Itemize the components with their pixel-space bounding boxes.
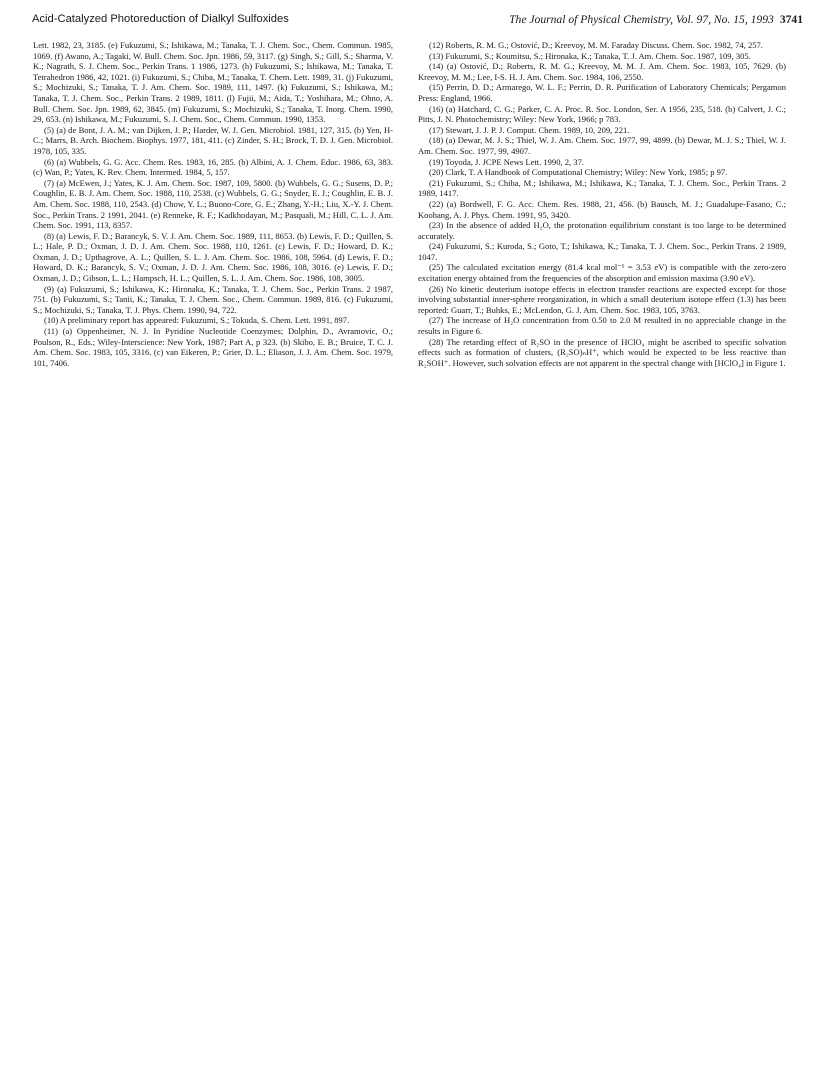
- reference-10: (10) A preliminary report has appeared: Fukuzumi, S.; Tokuda, S. Chem. Lett. 1991, 897.: [44, 315, 350, 326]
- reference-21: (21) Fukuzumi, S.; Chiba, M.; Ishikawa, M.; Ishikawa, K.; Tanaka, T. J. Chem. Soc., Perkin Trans. 2 1989, 1417.: [418, 177, 786, 199]
- reference-6: (6) (a) Wubbels, G. G. Acc. Chem. Res. 1983, 16, 285. (b) Albini, A. J. Chem. Educ. 1986, 63, 383. (c) Wan, P.; Yates, K. Rev. Chem. Intermed. 1984, 5, 157.: [33, 156, 393, 178]
- reference-19: (19) Toyoda, J. JCPE News Lett. 1990, 2, 37.: [429, 156, 584, 167]
- reference-27: (27) The increase of H₂O concentration from 0.50 to 2.0 M resulted in no appreciable change in the results in Figure 6.: [418, 315, 786, 337]
- journal-citation-header: [509, 13, 803, 26]
- references-right-column: [418, 40, 786, 368]
- page-number: 3741: [779, 13, 803, 26]
- reference-18: (18) (a) Dewar, M. J. S.; Thiel, W. J. Am. Chem. Soc. 1977, 99, 4899. (b) Dewar, M. J. S.; Thiel, W. J. Am. Chem. Soc. 1977, 99, 4907.: [418, 135, 786, 156]
- reference-25: (25) The calculated excitation energy (81.4 kcal mol⁻¹ = 3.53 eV) is compatible with the zero-zero excitation energy obtained from the frequencies of the absorption and emission maxima (3.90 eV).: [418, 262, 786, 284]
- reference-23: (23) In the absence of added H₂O, the protonation equilibrium constant is too large to be determined accurately.: [418, 220, 786, 241]
- running-title: Acid-Catalyzed Photoreduction of Dialkyl Sulfoxides: [32, 13, 289, 25]
- reference-15: (15) Perrin, D. D.; Armarego, W. L. F.; Perrin, D. R. Purification of Laboratory Chemicals; Pergamon Press: England, 1966.: [418, 82, 786, 103]
- journal-name: The Journal of Physical Chemistry, Vol. 97, No. 15, 1993: [509, 13, 774, 26]
- reference-28: (28) The retarding effect of R₂SO in the presence of HClO₄ might be ascribed to specific solvation effects such as formation of clusters, (R₂SO)ₙH⁺, which would be expected to be less reactive than R₂SOH⁺. However, such solvation effects are not apparent in the spectral change with [HClO₄] in Figure 1.: [418, 336, 786, 368]
- reference-26: (26) No kinetic deuterium isotope effects in electron transfer reactions are expected except for those involving substantial inner-sphere reorganization, in which a small deuterium isotope effect (1.3) has been reported: Guarr, T.; Buhks, E.; McLendon, G. J. Am. Chem. Soc. 1983, 105, 3763.: [418, 283, 786, 315]
- reference-16: (16) (a) Hatchard, C. G.; Parker, C. A. Proc. R. Soc. London, Ser. A 1956, 235, 518. (b) Calvert, J. C.; Pitts, J. N. Photochemistry; Wiley: New York, 1966; p 783.: [418, 103, 786, 125]
- reference-7: (7) (a) McEwen, J.; Yates, K. J. Am. Chem. Soc. 1987, 109, 5800. (b) Wubbels, G. G.; Susens, D. P.; Coughlin, E. B. J. Am. Chem. Soc. 1988, 110, 2538. (c) Wubbels, G. G.; Snyder, E. J.; Coughlin, E. B. J. Am. Chem. Soc. 1988, 110, 2543. (d) Chow, Y. L.; Buono-Core, G. E.; Zhang, Y.-H.; Liu, X.-Y. J. Chem. Soc., Perkin Trans. 2 1991, 2041. (e) Renneke, R. F.; Kadkhodayan, M.; Pasquali, M.; Hill, C. L. J. Am. Chem. Soc. 1991, 113, 8357.: [33, 177, 393, 231]
- reference-5: (5) (a) de Bont, J. A. M.; van Dijken, J. P.; Harder, W. J. Gen. Microbiol. 1981, 127, 315. (b) Yen, H-C.; Marrs, B. Arch. Biochem. Biophys. 1977, 181, 411. (c) Zinder, S. H.; Brock, T. D. J. Gen. Microbiol. 1978, 105, 335.: [33, 124, 393, 156]
- reference-8: (8) (a) Lewis, F. D.; Barancyk, S. V. J. Am. Chem. Soc. 1989, 111, 8653. (b) Lewis, F. D.; Quillen, S. L.; Hale, P. D.; Oxman, J. D. J. Am. Chem. Soc. 1988, 110, 1261. (c) Lewis, F. D.; Howard, D. K.; Oxman, J. D.; Upthagrove, A. L.; Quillen, S. L. J. Am. Chem. Soc. 1986, 108, 5964. (d) Lewis, F. D.; Howard, D. K.; Barancyk, S. V.; Oxman, J. D. J. Am. Chem. Soc. 1986, 108, 3016. (e) Lewis, F. D.; Oxman, J. D.; Gibson, L. L.; Hampsch, H. L.; Quillen, S. L. J. Am. Chem. Soc. 1986, 108, 3005.: [33, 230, 393, 284]
- reference-17: (17) Stewart, J. J. P. J. Comput. Chem. 1989, 10, 209, 221.: [429, 124, 630, 135]
- reference-12: (12) Roberts, R. M. G.; Ostović, D.; Kreevoy, M. M. Faraday Discuss. Chem. Soc. 1982, 74, 257.: [429, 40, 763, 50]
- reference-4-continued: Lett. 1982, 23, 3185. (e) Fukuzumi, S.; Ishikawa, M.; Tanaka, T. J. Chem. Soc., Chem. Commun. 1985, 1069. (f) Awano, A.; Tagaki, W. Bull. Chem. Soc. Jpn. 1986, 59, 3117. (g) Singh, S.; Gill, S.; Sharma, V. K.; Nagrath, S. J. Chem. Soc., Perkin Trans. 1 1986, 1273. (h) Fukuzumi, S.; Ishikawa, M.; Tanaka, T. Tetrahedron 1986, 42, 1021. (i) Fukuzumi, S.; Chiba, M.; Tanaka, T. Chem. Lett. 1989, 31. (j) Fukuzumi, S.; Mochizuki, S.; Tanaka, T. J. Am. Chem. Soc. 1989, 111, 1497. (k) Fukuzumi, S.; Ishikawa, M.; Tanaka, T. J. Chem. Soc., Perkin Trans. 2 1989, 1811. (l) Fujii, M.; Aida, T.; Yoshihara, M.; Ohno, A. Bull. Chem. Soc. Jpn. 1989, 62, 3845. (m) Fukuzumi, S.; Mochizuki, S.; Tanaka, T. Inorg. Chem. 1990, 29, 653. (n) Ishikawa, M.; Fukuzumi, S. J. Chem. Soc., Chem. Commun. 1990, 1353.: [33, 40, 393, 125]
- reference-9: (9) (a) Fukuzumi, S.; Ishikawa, K.; Hironaka, K.; Tanaka, T. J. Chem. Soc., Perkin Trans. 2 1987, 751. (b) Fukuzumi, S.; Tanii, K.; Tanaka, T. J. Chem. Soc., Chem. Commun. 1989, 816. (c) Fukuzumi, S.; Mochizuki, S.; Tanaka, T. J. Phys. Chem. 1990, 94, 722.: [33, 283, 393, 315]
- reference-24: (24) Fukuzumi, S.; Kuroda, S.; Goto, T.; Ishikawa, K.; Tanaka, T. J. Chem. Soc., Perkin Trans. 2 1989, 1047.: [418, 241, 786, 262]
- reference-22: (22) (a) Bordwell, F. G. Acc. Chem. Res. 1988, 21, 456. (b) Bausch, M. J.; Guadalupe-Fasano, C.; Koohang, A. J. Phys. Chem. 1991, 95, 3420.: [418, 198, 786, 220]
- references-left-column: [33, 40, 393, 368]
- reference-20: (20) Clark, T. A Handbook of Computational Chemistry; Wiley: New York, 1985; p 97.: [429, 167, 728, 178]
- reference-13: (13) Fukuzumi, S.; Koumitsu, S.; Hironaka, K.; Tanaka, T. J. Am. Chem. Soc. 1987, 109, 305.: [429, 50, 751, 61]
- reference-11: (11) (a) Oppenheimer, N. J. In Pyridine Nucleotide Coenzymes; Dolphin, D., Avramovic, O.; Poulson, R., Eds.; Wiley-Interscience: New York, 1987; Part A, p 323. (b) Skibo, E. B.; Bruice, T. C. J. Am. Chem. Soc. 1983, 105, 3316. (c) van Eikeren, P.; Grier, D. L.; Eliason, J. J. Am. Chem. Soc. 1979, 101, 7406.: [33, 326, 393, 368]
- reference-14: (14) (a) Ostović, D.; Roberts, R. M. G.; Kreevoy, M. M. J. Am. Chem. Soc. 1983, 105, 7629. (b) Kreevoy, M. M.; Lee, I-S. H. J. Am. Chem. Soc. 1984, 106, 2550.: [418, 61, 786, 82]
